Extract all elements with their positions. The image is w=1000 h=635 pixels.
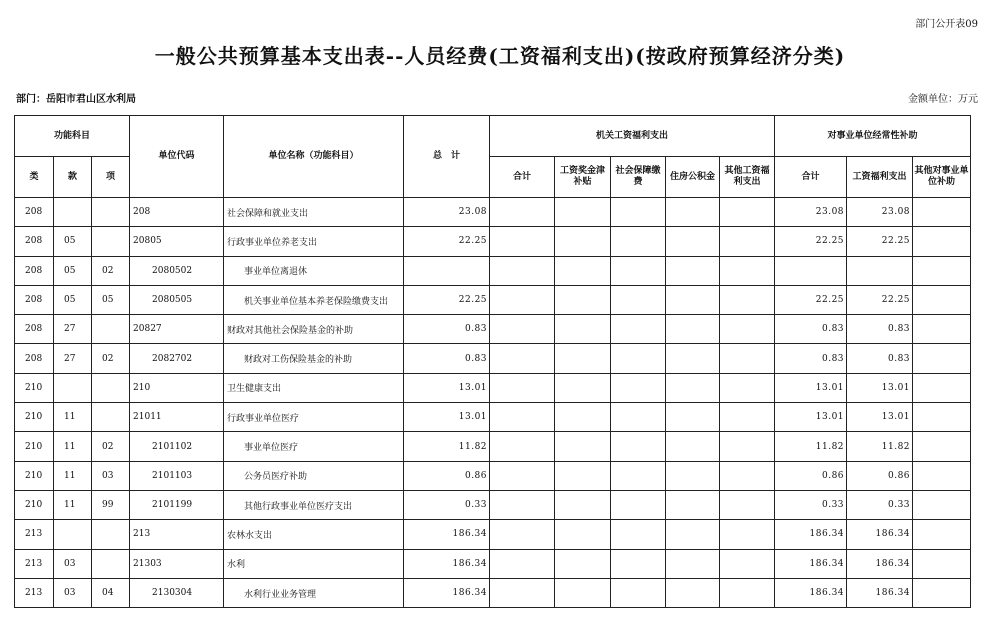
cell-agency-other <box>720 373 775 402</box>
cell-unit-code: 21303 <box>130 549 224 578</box>
cell-agency-housing-fund <box>666 373 720 402</box>
cell-subsidy-wage: 186.34 <box>847 520 913 549</box>
cell-unit-code: 2101102 <box>130 432 224 461</box>
table-row <box>15 578 971 607</box>
cell-agency-housing-fund <box>666 403 720 432</box>
cell-total: 186.34 <box>404 549 490 578</box>
budget-table <box>14 115 971 608</box>
cell-agency-other <box>720 432 775 461</box>
cell-agency-total <box>490 520 555 549</box>
cell-unit-code: 208 <box>130 198 224 227</box>
cell-agency-salary <box>555 432 611 461</box>
amount-unit-label: 金额单位：万元 <box>908 94 978 105</box>
table-row <box>15 520 971 549</box>
cell-agency-total <box>490 344 555 373</box>
cell-subsidy-other <box>913 461 971 490</box>
cell-agency-salary <box>555 549 611 578</box>
agency-social-security-header: 社会保障缴费 <box>611 157 666 198</box>
cell-lei: 208 <box>15 227 54 256</box>
cell-subsidy-wage <box>847 256 913 285</box>
subsidy-other-header: 其他对事业单位补助 <box>913 157 971 198</box>
cell-agency-housing-fund <box>666 432 720 461</box>
table-row <box>15 344 971 373</box>
cell-subsidy-wage: 13.01 <box>847 373 913 402</box>
cell-subsidy-total: 13.01 <box>775 403 847 432</box>
cell-subsidy-wage: 11.82 <box>847 432 913 461</box>
agency-salary-header: 工资奖金津补贴 <box>555 157 611 198</box>
cell-xiang: 02 <box>92 256 130 285</box>
cell-agency-other <box>720 256 775 285</box>
subsidy-wage-header: 工资福利支出 <box>847 157 913 198</box>
cell-kuan: 27 <box>54 315 92 344</box>
cell-lei: 210 <box>15 432 54 461</box>
cell-agency-other <box>720 490 775 519</box>
cell-agency-total <box>490 461 555 490</box>
cell-agency-salary <box>555 490 611 519</box>
cell-agency-housing-fund <box>666 227 720 256</box>
cell-agency-housing-fund <box>666 520 720 549</box>
func-subject-header: 功能科目 <box>15 116 130 157</box>
cell-agency-housing-fund <box>666 549 720 578</box>
cell-lei: 208 <box>15 285 54 314</box>
cell-agency-other <box>720 315 775 344</box>
cell-subsidy-total: 11.82 <box>775 432 847 461</box>
cell-unit-code: 2130304 <box>130 578 224 607</box>
cell-xiang: 03 <box>92 461 130 490</box>
cell-subsidy-total: 13.01 <box>775 373 847 402</box>
cell-subsidy-wage: 13.01 <box>847 403 913 432</box>
cell-subsidy-other <box>913 227 971 256</box>
cell-total: 0.83 <box>404 344 490 373</box>
cell-kuan: 11 <box>54 490 92 519</box>
cell-subsidy-other <box>913 432 971 461</box>
cell-agency-social-security <box>611 227 666 256</box>
cell-kuan: 03 <box>54 549 92 578</box>
cell-lei: 213 <box>15 578 54 607</box>
table-row <box>15 549 971 578</box>
cell-subsidy-wage: 186.34 <box>847 578 913 607</box>
table-row <box>15 373 971 402</box>
cell-agency-housing-fund <box>666 198 720 227</box>
cell-subsidy-wage: 23.08 <box>847 198 913 227</box>
cell-subsidy-other <box>913 578 971 607</box>
cell-xiang: 04 <box>92 578 130 607</box>
cell-agency-social-security <box>611 315 666 344</box>
department-label: 部门：岳阳市君山区水利局 <box>16 94 136 105</box>
cell-kuan: 05 <box>54 285 92 314</box>
cell-agency-salary <box>555 344 611 373</box>
subsidy-header: 对事业单位经常性补助 <box>775 116 971 157</box>
cell-agency-other <box>720 285 775 314</box>
cell-unit-name: 社会保障和就业支出 <box>224 198 404 227</box>
cell-agency-other <box>720 198 775 227</box>
cell-subsidy-total: 186.34 <box>775 578 847 607</box>
cell-lei: 213 <box>15 549 54 578</box>
cell-agency-salary <box>555 285 611 314</box>
lei-header: 类 <box>15 157 54 198</box>
cell-unit-code: 2080505 <box>130 285 224 314</box>
cell-subsidy-total: 0.83 <box>775 344 847 373</box>
cell-xiang <box>92 520 130 549</box>
cell-agency-social-security <box>611 461 666 490</box>
cell-agency-social-security <box>611 578 666 607</box>
cell-subsidy-wage: 0.83 <box>847 344 913 373</box>
cell-agency-total <box>490 256 555 285</box>
cell-agency-housing-fund <box>666 461 720 490</box>
cell-agency-total <box>490 227 555 256</box>
cell-total <box>404 256 490 285</box>
cell-unit-code: 210 <box>130 373 224 402</box>
kuan-header: 款 <box>54 157 92 198</box>
cell-lei: 208 <box>15 315 54 344</box>
cell-lei: 208 <box>15 344 54 373</box>
cell-agency-total <box>490 373 555 402</box>
table-row <box>15 461 971 490</box>
cell-agency-social-security <box>611 198 666 227</box>
cell-kuan: 11 <box>54 403 92 432</box>
cell-subsidy-total: 0.86 <box>775 461 847 490</box>
cell-agency-social-security <box>611 549 666 578</box>
cell-unit-name: 事业单位离退休 <box>224 256 404 285</box>
cell-subsidy-wage: 186.34 <box>847 549 913 578</box>
cell-total: 0.86 <box>404 461 490 490</box>
cell-unit-code: 21011 <box>130 403 224 432</box>
cell-xiang: 02 <box>92 432 130 461</box>
cell-total: 23.08 <box>404 198 490 227</box>
cell-unit-name: 公务员医疗补助 <box>224 461 404 490</box>
cell-xiang <box>92 227 130 256</box>
cell-total: 186.34 <box>404 520 490 549</box>
agency-housing-fund-header: 住房公积金 <box>666 157 720 198</box>
cell-total: 11.82 <box>404 432 490 461</box>
cell-agency-social-security <box>611 432 666 461</box>
cell-agency-salary <box>555 315 611 344</box>
cell-unit-code: 2082702 <box>130 344 224 373</box>
cell-unit-code: 2101103 <box>130 461 224 490</box>
cell-xiang <box>92 549 130 578</box>
cell-subsidy-other <box>913 198 971 227</box>
cell-agency-social-security <box>611 520 666 549</box>
cell-agency-other <box>720 520 775 549</box>
cell-kuan: 27 <box>54 344 92 373</box>
cell-lei: 213 <box>15 520 54 549</box>
cell-agency-total <box>490 549 555 578</box>
cell-kuan: 05 <box>54 227 92 256</box>
agency-total-header: 合计 <box>490 157 555 198</box>
cell-total: 0.83 <box>404 315 490 344</box>
cell-agency-social-security <box>611 373 666 402</box>
cell-unit-name: 行政事业单位养老支出 <box>224 227 404 256</box>
cell-unit-code: 2101199 <box>130 490 224 519</box>
cell-unit-name: 机关事业单位基本养老保险缴费支出 <box>224 285 404 314</box>
cell-subsidy-total: 22.25 <box>775 227 847 256</box>
cell-agency-housing-fund <box>666 256 720 285</box>
cell-total: 13.01 <box>404 373 490 402</box>
cell-agency-salary <box>555 256 611 285</box>
cell-agency-other <box>720 578 775 607</box>
cell-unit-name: 水利行业业务管理 <box>224 578 404 607</box>
agency-other-header: 其他工资福利支出 <box>720 157 775 198</box>
cell-subsidy-total <box>775 256 847 285</box>
cell-subsidy-other <box>913 285 971 314</box>
table-row <box>15 285 971 314</box>
cell-subsidy-wage: 0.86 <box>847 461 913 490</box>
cell-agency-other <box>720 344 775 373</box>
cell-total: 186.34 <box>404 578 490 607</box>
cell-agency-social-security <box>611 344 666 373</box>
cell-kuan: 11 <box>54 432 92 461</box>
cell-subsidy-other <box>913 256 971 285</box>
table-row <box>15 432 971 461</box>
cell-unit-name: 水利 <box>224 549 404 578</box>
cell-agency-housing-fund <box>666 315 720 344</box>
cell-agency-housing-fund <box>666 344 720 373</box>
cell-kuan <box>54 373 92 402</box>
cell-subsidy-other <box>913 373 971 402</box>
cell-agency-total <box>490 403 555 432</box>
cell-lei: 210 <box>15 403 54 432</box>
cell-unit-name: 其他行政事业单位医疗支出 <box>224 490 404 519</box>
cell-lei: 208 <box>15 256 54 285</box>
cell-kuan <box>54 198 92 227</box>
cell-subsidy-wage: 0.83 <box>847 315 913 344</box>
cell-unit-name: 财政对其他社会保险基金的补助 <box>224 315 404 344</box>
cell-xiang <box>92 315 130 344</box>
cell-agency-total <box>490 198 555 227</box>
cell-agency-other <box>720 461 775 490</box>
cell-agency-salary <box>555 373 611 402</box>
cell-agency-salary <box>555 403 611 432</box>
cell-subsidy-total: 186.34 <box>775 549 847 578</box>
cell-xiang: 02 <box>92 344 130 373</box>
cell-subsidy-other <box>913 549 971 578</box>
cell-xiang <box>92 403 130 432</box>
table-row <box>15 403 971 432</box>
cell-subsidy-total: 0.83 <box>775 315 847 344</box>
table-row <box>15 227 971 256</box>
cell-subsidy-wage: 22.25 <box>847 285 913 314</box>
cell-total: 13.01 <box>404 403 490 432</box>
cell-agency-other <box>720 227 775 256</box>
cell-agency-housing-fund <box>666 490 720 519</box>
cell-agency-total <box>490 315 555 344</box>
cell-agency-salary <box>555 578 611 607</box>
cell-subsidy-other <box>913 315 971 344</box>
cell-agency-total <box>490 490 555 519</box>
cell-lei: 210 <box>15 461 54 490</box>
cell-agency-salary <box>555 198 611 227</box>
cell-agency-total <box>490 578 555 607</box>
cell-agency-social-security <box>611 256 666 285</box>
cell-unit-name: 农林水支出 <box>224 520 404 549</box>
cell-agency-salary <box>555 520 611 549</box>
cell-subsidy-other <box>913 520 971 549</box>
cell-total: 0.33 <box>404 490 490 519</box>
page-title: 一般公共预算基本支出表--人员经费(工资福利支出)(按政府预算经济分类) <box>154 44 846 68</box>
table-row <box>15 198 971 227</box>
cell-unit-name: 行政事业单位医疗 <box>224 403 404 432</box>
cell-xiang <box>92 198 130 227</box>
cell-agency-salary <box>555 461 611 490</box>
cell-xiang <box>92 373 130 402</box>
cell-agency-other <box>720 549 775 578</box>
total-header: 总 计 <box>404 116 490 198</box>
cell-subsidy-wage: 22.25 <box>847 227 913 256</box>
cell-subsidy-total: 186.34 <box>775 520 847 549</box>
agency-wage-header: 机关工资福利支出 <box>490 116 775 157</box>
cell-unit-code: 2080502 <box>130 256 224 285</box>
table-row <box>15 256 971 285</box>
cell-kuan <box>54 520 92 549</box>
cell-subsidy-total: 23.08 <box>775 198 847 227</box>
cell-agency-social-security <box>611 285 666 314</box>
table-row <box>15 490 971 519</box>
cell-xiang: 99 <box>92 490 130 519</box>
unit-code-header: 单位代码 <box>130 116 224 198</box>
cell-kuan: 11 <box>54 461 92 490</box>
cell-subsidy-other <box>913 403 971 432</box>
cell-unit-code: 20805 <box>130 227 224 256</box>
cell-subsidy-wage: 0.33 <box>847 490 913 519</box>
cell-subsidy-other <box>913 490 971 519</box>
cell-subsidy-total: 0.33 <box>775 490 847 519</box>
cell-unit-code: 213 <box>130 520 224 549</box>
subsidy-total-header: 合计 <box>775 157 847 198</box>
cell-xiang: 05 <box>92 285 130 314</box>
cell-kuan: 05 <box>54 256 92 285</box>
cell-lei: 210 <box>15 373 54 402</box>
cell-unit-code: 20827 <box>130 315 224 344</box>
cell-subsidy-other <box>913 344 971 373</box>
cell-agency-other <box>720 403 775 432</box>
cell-unit-name: 财政对工伤保险基金的补助 <box>224 344 404 373</box>
cell-agency-housing-fund <box>666 285 720 314</box>
cell-agency-salary <box>555 227 611 256</box>
cell-lei: 210 <box>15 490 54 519</box>
cell-agency-housing-fund <box>666 578 720 607</box>
cell-unit-name: 事业单位医疗 <box>224 432 404 461</box>
cell-subsidy-total: 22.25 <box>775 285 847 314</box>
xiang-header: 项 <box>92 157 130 198</box>
cell-kuan: 03 <box>54 578 92 607</box>
cell-total: 22.25 <box>404 285 490 314</box>
cell-lei: 208 <box>15 198 54 227</box>
cell-unit-name: 卫生健康支出 <box>224 373 404 402</box>
form-number: 部门公开表09 <box>915 19 978 30</box>
cell-agency-social-security <box>611 490 666 519</box>
table-row <box>15 315 971 344</box>
cell-total: 22.25 <box>404 227 490 256</box>
cell-agency-social-security <box>611 403 666 432</box>
unit-name-header: 单位名称（功能科目） <box>224 116 404 198</box>
cell-agency-total <box>490 432 555 461</box>
cell-agency-total <box>490 285 555 314</box>
